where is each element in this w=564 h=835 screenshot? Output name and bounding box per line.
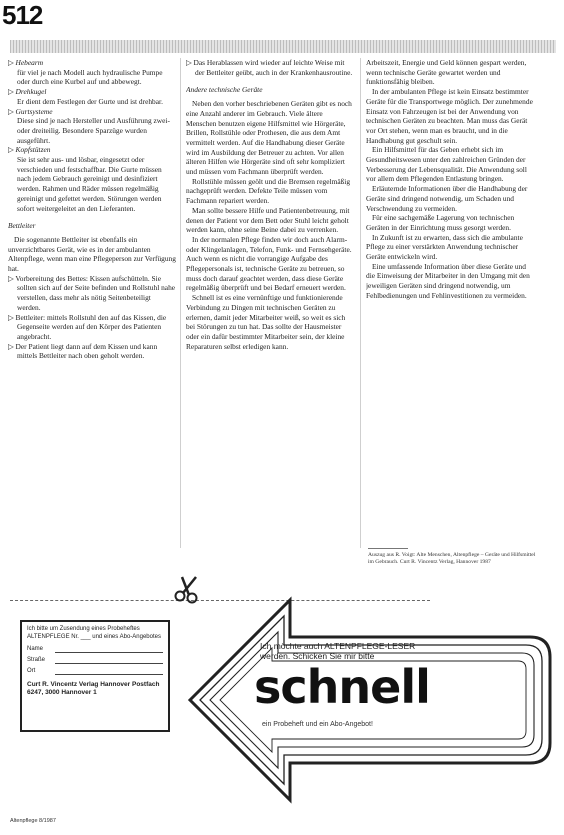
paragraph: Schnell ist es eine vernünftige und funktionierende Verbindung zu Dingen mit technischen Geräten zu erlernen, damit jeder Mitarbeiter weiß, so weit es sich bei Störungen zu tun hat. Das sollte der Hausmeister oder ein dafür bestimmter Mitarbeiter sein, der kleine Reparaturen selbst erledigen kann. [186,293,346,351]
list-item: ▷ Vorbereitung des Bettes: Kissen aufschütteln. Sie sollten sich auf der Seite befinden und Rollstuhl nahe verstellen, dass mehr als nötig Seitenbeteiligt werden. [8,273,176,312]
bullet-item: ▷ Kopfstützen Sie ist sehr aus- und lösbar, eingesetzt oder verschieden und festschaffbar. Die Gurte müssen nach jedem Gebrauch gereinigt und desinfiziert werden. Rahmen und Räder müssen regelmäßig gereinigt und gefettet werden. Störungen werden sofort weitergeleitet an den Lieferanten. [8,145,162,213]
list-item: ▷ Bettleiter: mittels Rollstuhl den auf das Kissen, die Gegenseite werden auf den Körper des Patienten angebracht. [8,312,167,341]
footnote: Auszug aus R. Voigt: Alte Menschen, Altenpflege – Geräte und Hilfsmittel im Gebrauch. Curt R. Vincentz Verlag, Hannover 1987 [368,552,536,565]
column-divider [180,58,181,548]
bullet-item: ▷ Gurtsysteme Diese sind je nach Hersteller und Ausführung zwei- oder dreiteilig. Besondere Sparzüge wurden ausgeführt. [8,106,170,145]
paragraph: In der ambulanten Pflege ist kein Einsatz bestimmter Geräte für die Transportwege möglich. Der zunehmende Einsatz von Fahrzeugen ist bei der Anwendung von technischen Geräten zu beachten. Man muss das Gerät vor Ort stehen, wenn man es braucht, und in die Handhabung gut geschult sein. [366,87,533,145]
name-field[interactable]: Name [27,645,163,653]
section-heading: Bettleiter [8,221,36,231]
paragraph: Ein Hilfsmittel für das Geben erhebt sich im Gesundheitswesen unter den zahlreichen Gründen der Verbesserung der Lebensqualität. Die Anwendung soll vor allem dem Pflegenden Entlastung bringen. [366,145,527,184]
paragraph: Die sogenannte Bettleiter ist ebenfalls ein unverzichtbares Gerät, wie es in der ambulanten Altenpflege, wenn man eine Pflegeperson zur Verfügung hat. [8,234,176,274]
paragraph: Erläuternde Informationen über die Handhabung der Geräte sind dringend notwendig, um Schaden und Verschwendung zu vermeiden. [366,184,528,213]
page-footer: Altenpflege 8/1987 [10,818,56,824]
paragraph: Arbeitszeit, Energie und Geld können gespart werden, wenn technische Geräte gewartet werden und funktionsfähig bleiben. [366,58,527,87]
page-number: 512 [2,0,43,30]
order-coupon [20,620,170,732]
street-field[interactable]: Straße [27,656,163,664]
paragraph: In der normalen Pflege finden wir doch auch Alarm- oder Klingelanlagen, Telefon, Funk- und Fernsehgeräte. Auch wenn es nicht die vorrangige Aufgabe des Pflegepersonals ist, technische Geräte zu betreuen, so muss doch darauf geachtet werden, dass diese Geräte regelmäßig überprüft und bei Bedarf erneuert werden. [186,234,352,293]
publisher-address: Curt R. Vincentz Verlag Hannover Postfach 6247, 3000 Hannover 1 [27,681,160,696]
ad-headline: schnell [254,660,430,714]
paragraph: Man sollte bessere Hilfe und Patientenbetreuung, mit denen der Patient vor dem Bett oder Stuhl leicht geholt werden kann, ohne seine Beine dabei zu verrenken. [186,205,350,235]
header-rule [10,40,556,53]
paragraph: In Zukunft ist zu erwarten, dass sich die ambulante Pflege zu einer verstärkten Anwendung technischer Geräte entwickeln wird. [366,232,523,262]
paragraph: Für eine sachgemäße Lagerung von technischen Geräten in der Einrichtung muss gesorgt werden. [366,213,515,232]
bullet-item: ▷ Hebearm für viel je nach Modell auch hydraulische Pumpe oder durch eine Kurbel auf und abbewegt. [8,58,163,87]
ad-text-top: Ich möchte auch ALTENPFLEGE-LESER werden. Schicken Sie mir bitte [260,641,416,661]
column-1 [8,58,176,563]
footnote-rule [368,548,408,549]
list-item: ▷ Der Patient liegt dann auf dem Kissen und kann mittels Bettleiter nach oben geholt werden. [8,341,158,361]
city-field[interactable]: Ort [27,667,163,675]
paragraph: Rollstühle müssen geölt und die Bremsen regelmäßig nachgeprüft werden. Defekte Teile müssen vom Fachmann repariert werden. [186,176,351,206]
ad-text-bottom: ein Probeheft und ein Abo-Angebot! [262,721,373,728]
bullet-item: ▷ Drehkugel Er dient dem Festlegen der Gurte und ist drehbar. [8,87,163,106]
coupon-text: Ich bitte um Zusendung eines Probeheftes ALTENPFLEGE Nr. ___ und eines Abo-Angebotes [27,626,161,640]
paragraph: Neben den vorher beschriebenen Geräten gibt es noch eine Anzahl anderer im Gebrauch. Viele ältere Menschen benutzen eigene Hilfsmittel wie Hörgeräte, Brillen, Rollstühle oder Prothesen, die aus dem Amt vermittelt werden. Auf die Handhabung dieser Geräte wird im Ausbildung der Betreuer zu achten. Vor allen älteren Hilfen wie Hörgeräte sind oft sehr kompliziert und müssen vom Fachmann überprüft werden. [186,99,352,177]
column-3 [366,58,536,563]
column-divider [360,58,361,548]
section-heading: Andere technische Geräte [186,85,263,95]
column-2 [186,58,354,563]
bullet-item: ▷ Das Herablassen wird wieder auf leichte Weise mit der Bettleiter geübt, auch in der Krankenhausroutine. [186,58,353,77]
paragraph: Eine umfassende Information über diese Geräte und die Einweisung der Mitarbeiter in den Umgang mit den jeweiligen Geräten sind dringend notwendig, um Fehlbedienungen und Fehlinvestitionen zu vermeiden. [366,261,530,300]
